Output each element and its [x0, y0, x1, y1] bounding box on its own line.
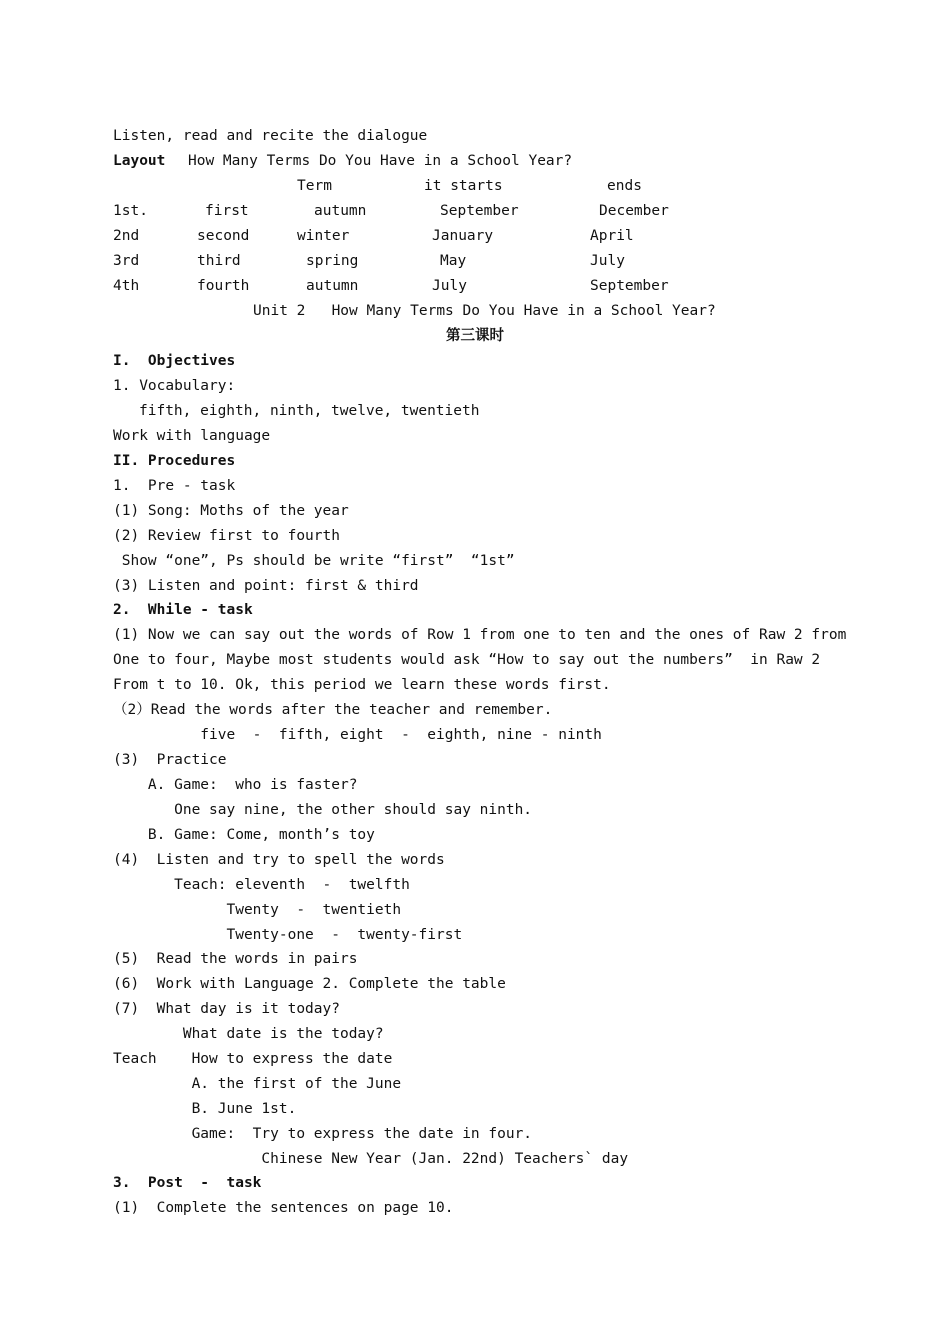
list-item: Twenty - twentieth	[113, 902, 402, 918]
list-item: Teach: eleventh - twelfth	[113, 877, 410, 893]
list-item: One say nine, the other should say ninth.	[113, 802, 533, 818]
table-header-ends: ends	[607, 178, 642, 194]
list-item: B. Game: Come, month’s toy	[113, 827, 375, 843]
table-cell: December	[599, 203, 669, 219]
list-item: (1) Complete the sentences on page 10.	[113, 1200, 454, 1216]
list-item: (6) Work with Language 2. Complete the table	[113, 976, 506, 992]
table-cell: second	[197, 228, 250, 244]
list-item: (3) Practice	[113, 752, 227, 768]
list-item: Show “one”, Ps should be write “first” “1st”	[113, 553, 515, 569]
table-cell: 4th	[113, 278, 140, 294]
post-task-heading: 3. Post - task	[113, 1175, 262, 1191]
table-cell: third	[197, 253, 241, 269]
vocabulary-words: fifth, eighth, ninth, twelve, twentieth	[139, 403, 480, 419]
work-with-language: Work with language	[113, 428, 271, 444]
lesson-title: 第三课时	[446, 328, 504, 344]
list-item: (5) Read the words in pairs	[113, 951, 358, 967]
table-cell: September	[440, 203, 519, 219]
list-item: (1) Now we can say out the words of Row 1 from one to ten and the ones of Raw 2 from	[113, 627, 847, 643]
vocabulary-label: 1. Vocabulary:	[113, 378, 236, 394]
table-cell: January	[432, 228, 494, 244]
table-cell: May	[440, 253, 467, 269]
list-item: A. Game: who is faster?	[113, 777, 358, 793]
table-cell: autumn	[306, 278, 359, 294]
list-item: From t to 10. Ok, this period we learn these words first.	[113, 677, 611, 693]
table-cell: first	[205, 203, 249, 219]
list-item: (7) What day is it today?	[113, 1001, 340, 1017]
layout-label: Layout	[113, 153, 166, 169]
table-cell: September	[590, 278, 669, 294]
list-item: One to four, Maybe most students would ask “How to say out the numbers” in Raw 2	[113, 652, 821, 668]
list-item: (1) Song: Moths of the year	[113, 503, 349, 519]
while-task-heading: 2. While - task	[113, 602, 253, 618]
list-item: B. June 1st.	[113, 1101, 297, 1117]
pre-task-heading: 1. Pre - task	[113, 478, 236, 494]
list-item: (4) Listen and try to spell the words	[113, 852, 445, 868]
table-cell: spring	[306, 253, 359, 269]
table-cell: July	[590, 253, 625, 269]
layout-title: How Many Terms Do You Have in a School Year?	[188, 153, 573, 169]
intro-line: Listen, read and recite the dialogue	[113, 128, 428, 144]
list-item: Game: Try to express the date in four.	[113, 1126, 533, 1142]
table-cell: 1st.	[113, 203, 148, 219]
table-header-term: Term	[297, 178, 332, 194]
list-item: （2）Read the words after the teacher and remember.	[113, 702, 553, 718]
list-item: Chinese New Year (Jan. 22nd) Teachers` day	[113, 1151, 629, 1167]
list-item: Twenty-one - twenty-first	[113, 927, 463, 943]
list-item: A. the first of the June	[113, 1076, 402, 1092]
list-item: What date is the today?	[113, 1026, 384, 1042]
procedures-heading: II. Procedures	[113, 453, 236, 469]
objectives-heading: I. Objectives	[113, 353, 236, 369]
table-cell: 2nd	[113, 228, 140, 244]
table-cell: April	[590, 228, 634, 244]
list-item: five - fifth, eight - eighth, nine - ninth	[113, 727, 602, 743]
unit-title: Unit 2 How Many Terms Do You Have in a School Year?	[253, 303, 716, 319]
table-cell: winter	[297, 228, 350, 244]
list-item: (3) Listen and point: first & third	[113, 578, 419, 594]
table-header-starts: it starts	[424, 178, 503, 194]
table-cell: autumn	[314, 203, 367, 219]
table-cell: July	[432, 278, 467, 294]
table-cell: 3rd	[113, 253, 140, 269]
list-item: Teach How to express the date	[113, 1051, 393, 1067]
list-item: (2) Review first to fourth	[113, 528, 340, 544]
table-cell: fourth	[197, 278, 250, 294]
